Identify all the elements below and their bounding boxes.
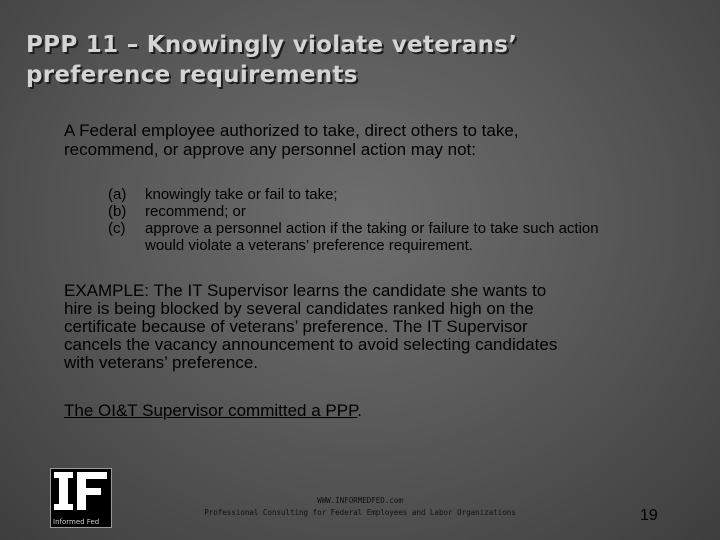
list-item-b [108, 203, 698, 220]
logo-caption: Informed Fed [53, 518, 100, 526]
list-item-text: approve a personnel action if the taking or failure to take such action [145, 220, 599, 237]
footer [190, 495, 530, 519]
list-marker: (c) [108, 220, 126, 237]
page-number: 19 [640, 507, 658, 524]
list-item-text: knowingly take or fail to take; [145, 186, 338, 203]
example-paragraph [64, 282, 704, 372]
list-marker: (a) [108, 186, 127, 203]
example-line-3: certificate because of veterans’ preference. The IT Supervisor [64, 317, 528, 336]
slide-title [26, 30, 696, 90]
example-line-4: cancels the vacancy announcement to avoid selecting candidates [64, 335, 558, 354]
intro-paragraph [64, 121, 664, 159]
list-item-text: recommend; or [145, 203, 246, 220]
prohibited-actions-list [108, 186, 698, 254]
list-marker: (b) [108, 203, 127, 220]
example-line-5: with veterans’ preference. [64, 353, 259, 372]
conclusion-period: . [357, 401, 362, 420]
list-item-a [108, 186, 698, 203]
list-item-text-continued: would violate a veterans’ preference requirement. [145, 237, 473, 254]
informed-fed-logo [50, 468, 112, 528]
conclusion-text [64, 401, 362, 421]
slide-title-line-2: preference requirements [26, 62, 358, 88]
if-logo-icon [51, 469, 111, 517]
slide-title-line-1: PPP 11 – Knowingly violate veterans’ [26, 32, 518, 58]
conclusion-underlined: The OI&T Supervisor committed a PPP [64, 401, 358, 420]
list-item-c [108, 220, 698, 254]
footer-tagline: Professional Consulting for Federal Employees and Labor Organizations [204, 508, 516, 517]
intro-line-2: recommend, or approve any personnel action may not: [64, 140, 477, 159]
intro-line-1: A Federal employee authorized to take, direct others to take, [64, 121, 519, 140]
example-line-1: EXAMPLE: The IT Supervisor learns the candidate she wants to [64, 281, 547, 300]
footer-url[interactable]: WWW.INFORMEDFED.com [317, 496, 403, 505]
example-line-2: hire is being blocked by several candidates ranked high on the [64, 299, 534, 318]
